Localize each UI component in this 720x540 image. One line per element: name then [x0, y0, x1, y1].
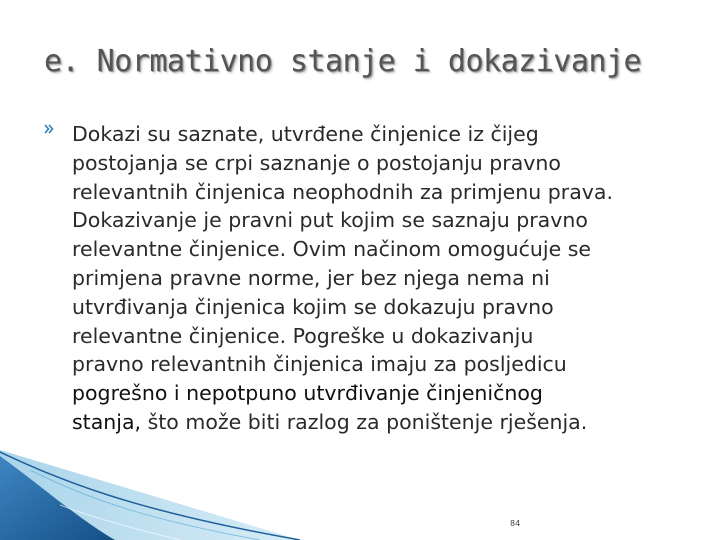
emphasis-text: pogrešno i nepotpuno utvrđivanje činjeničnog [72, 381, 543, 406]
body-line: relevantne činjenice. Pogreške u dokazivanju [72, 323, 534, 348]
page-number: 84 [510, 519, 521, 528]
body-line: postojanja se crpi saznanje o postojanju pravno [72, 150, 561, 175]
body-line: primjena pravne norme, jer bez njega nema ni [72, 265, 550, 290]
body-line: relevantne činjenice. Ovim načinom omogućuje se [72, 237, 592, 262]
body-line: Dokazivanje je pravni put kojim se saznaju pravno [72, 208, 588, 233]
decorative-wave-corner [0, 450, 300, 540]
body-line: relevantnih činjenica neophodnih za primjenu prava. [72, 179, 613, 204]
emphasis-text: stanja, [72, 409, 142, 434]
slide-title: e. Normativno stanje i dokazivanje [44, 44, 642, 79]
double-chevron-right-icon [44, 124, 54, 134]
body-line: utvrđivanja činjenica kojim se dokazuju pravno [72, 294, 554, 319]
body-line: pravno relevantnih činjenica imaju za posljedicu [72, 352, 567, 377]
closing-text: što može biti razlog za poništenje rješenja. [141, 409, 588, 434]
slide-body-paragraph [72, 120, 692, 437]
body-line: Dokazi su saznate, utvrđene činjenice iz čijeg [72, 122, 539, 146]
